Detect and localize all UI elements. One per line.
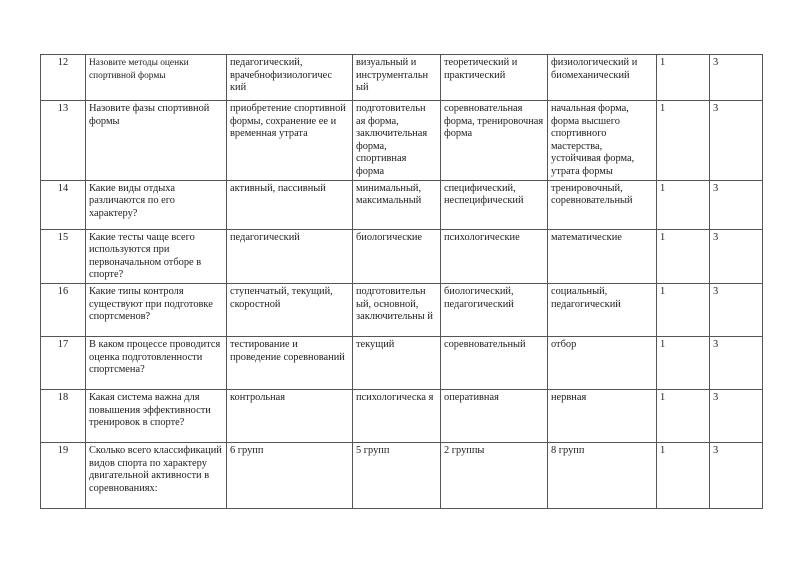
row-number: 17 [41,336,86,389]
col8-cell: 3 [710,442,763,508]
answer-cell: 6 групп [227,442,353,508]
points-cell: 1 [657,229,710,283]
table-row [41,442,763,508]
row-number: 16 [41,283,86,336]
col8-cell: 3 [710,389,763,442]
answer-cell: минимальный, максимальный [353,180,441,229]
col8-cell: 3 [710,283,763,336]
answer-cell: 2 группы [441,442,548,508]
points-cell: 1 [657,283,710,336]
answer-cell: социальный, педагогический [548,283,657,336]
table-row [41,336,763,389]
table-row [41,180,763,229]
col8-cell: 3 [710,101,763,181]
question-cell: Какие тесты чаще всего используются при первоначальном отборе в спорте? [86,229,227,283]
table-row [41,55,763,101]
points-cell: 1 [657,180,710,229]
points-cell: 1 [657,442,710,508]
points-cell: 1 [657,336,710,389]
table-row [41,283,763,336]
answer-cell: математические [548,229,657,283]
answer-cell: активный, пассивный [227,180,353,229]
answer-cell: подготовительн ый, основной, заключительны й [353,283,441,336]
answer-cell: психологическа я [353,389,441,442]
answer-cell: 8 групп [548,442,657,508]
answer-cell: психологические [441,229,548,283]
answer-cell: визуальный и инструментальн ый [353,55,441,101]
row-number: 19 [41,442,86,508]
row-number: 18 [41,389,86,442]
answer-cell: теоретический и практический [441,55,548,101]
answer-cell: педагогический [227,229,353,283]
points-cell: 1 [657,101,710,181]
col8-cell: 3 [710,336,763,389]
answer-cell: специфический, неспецифический [441,180,548,229]
answer-cell: тренировочный, соревновательный [548,180,657,229]
answer-cell: начальная форма, форма высшего спортивного мастерства, устойчивая форма, утрата формы [548,101,657,181]
row-number: 13 [41,101,86,181]
table-row [41,389,763,442]
row-number: 14 [41,180,86,229]
quiz-table [40,54,763,509]
question-cell: Назовите фазы спортивной формы [86,101,227,181]
answer-cell: подготовительн ая форма, заключительная форма, спортивная форма [353,101,441,181]
answer-cell: оперативная [441,389,548,442]
question-cell: Какие типы контроля существуют при подготовке спортсменов? [86,283,227,336]
row-number: 12 [41,55,86,101]
col8-cell: 3 [710,229,763,283]
col8-cell: 3 [710,180,763,229]
answer-cell: текущий [353,336,441,389]
answer-cell: биологический, педагогический [441,283,548,336]
answer-cell: 5 групп [353,442,441,508]
col8-cell: 3 [710,55,763,101]
answer-cell: приобретение спортивной формы, сохранение ее и временная утрата [227,101,353,181]
answer-cell: соревновательная форма, тренировочная форма [441,101,548,181]
row-number: 15 [41,229,86,283]
question-cell: В каком процессе проводится оценка подготовленности спортсмена? [86,336,227,389]
table-row [41,229,763,283]
points-cell: 1 [657,389,710,442]
points-cell: 1 [657,55,710,101]
answer-cell: тестирование и проведение соревнований [227,336,353,389]
question-cell: Какая система важна для повышения эффективности тренировок в спорте? [86,389,227,442]
answer-cell: физиологический и биомеханический [548,55,657,101]
question-cell: Назовите методы оценки спортивной формы [86,55,227,101]
answer-cell: педагогический, врачебнофизиологичес кий [227,55,353,101]
answer-cell: нервная [548,389,657,442]
answer-cell: ступенчатый, текущий, скоростной [227,283,353,336]
answer-cell: контрольная [227,389,353,442]
question-cell: Какие виды отдыха различаются по его характеру? [86,180,227,229]
answer-cell: соревновательный [441,336,548,389]
answer-cell: биологические [353,229,441,283]
table-row [41,101,763,181]
question-cell: Сколько всего классификаций видов спорта по характеру двигательной активности в соревнованиях: [86,442,227,508]
answer-cell: отбор [548,336,657,389]
